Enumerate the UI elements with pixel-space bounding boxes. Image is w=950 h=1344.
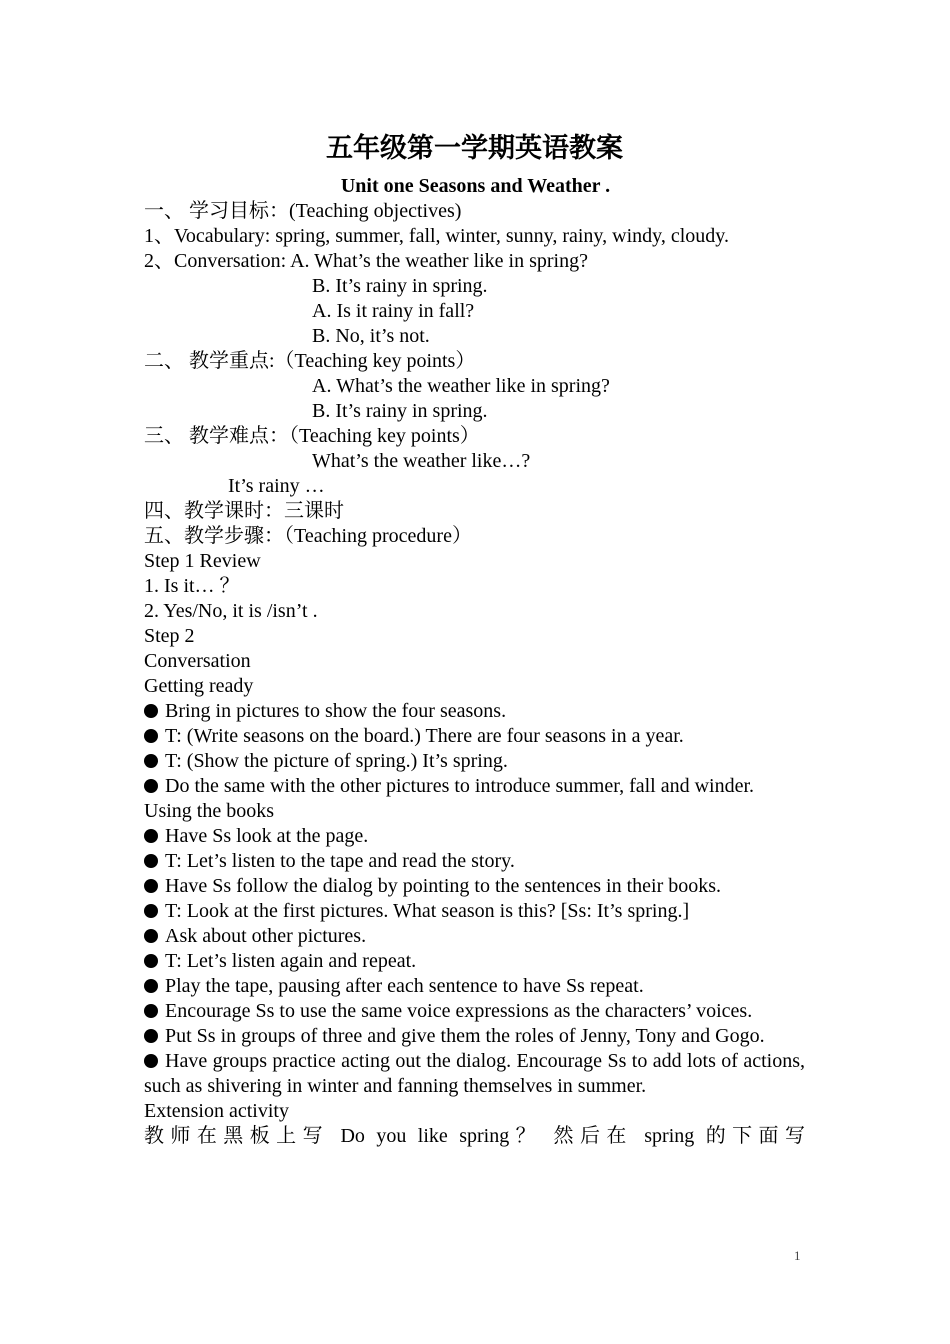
list-item: T: Let’s listen to the tape and read the story.: [144, 849, 805, 874]
review-line: 2. Yes/No, it is /isn’t .: [144, 600, 318, 622]
list-item: Have Ss follow the dialog by pointing to the sentences in their books.: [144, 874, 805, 899]
list-item: Put Ss in groups of three and give them the roles of Jenny, Tony and Gogo.: [144, 1024, 805, 1049]
bullet-icon: [144, 1054, 158, 1068]
bullet-icon: [144, 929, 158, 943]
key-point-line: B. It’s rainy in spring.: [312, 400, 488, 422]
list-item: Bring in pictures to show the four seasons.: [144, 699, 805, 724]
unit-subtitle: Unit one Seasons and Weather .: [340, 175, 611, 197]
list-item: Have Ss look at the page.: [144, 824, 805, 849]
bullet-icon: [144, 1004, 158, 1018]
objectives-heading: 一、 学习目标：(Teaching objectives): [144, 200, 462, 222]
key-point-line: A. What’s the weather like in spring?: [312, 375, 610, 397]
extension-subheading: Extension activity: [144, 1100, 289, 1122]
bullet-icon: [144, 1029, 158, 1043]
bullet-icon: [144, 879, 158, 893]
list-item: Do the same with the other pictures to introduce summer, fall and winder.: [144, 774, 805, 799]
conversation-reply: B. No, it’s not.: [312, 325, 430, 347]
page-title: 五年级第一学期英语教案: [326, 133, 623, 163]
step2-heading: Step 2: [144, 625, 195, 647]
bullet-icon: [144, 904, 158, 918]
key-points-heading: 二、 教学重点:（Teaching key points）: [144, 350, 476, 372]
conversation-reply: B. It’s rainy in spring.: [312, 275, 488, 297]
bullet-icon: [144, 854, 158, 868]
difficult-point-line: It’s rainy …: [228, 475, 325, 497]
vocabulary-line: 1、Vocabulary: spring, summer, fall, winter, sunny, rainy, windy, cloudy.: [144, 225, 729, 247]
conversation-subheading: Conversation: [144, 650, 251, 672]
list-item: T: (Write seasons on the board.) There are four seasons in a year.: [144, 724, 805, 749]
bullet-icon: [144, 954, 158, 968]
list-item: T: Look at the first pictures. What season is this? [Ss: It’s spring.]: [144, 899, 805, 924]
page-number: 1: [794, 1248, 801, 1263]
difficult-point-line: What’s the weather like…?: [312, 450, 531, 472]
list-item: T: (Show the picture of spring.) It’s spring.: [144, 749, 805, 774]
extension-text: 教师在黑板上写 Do you like spring？ 然后在 spring 的下面写: [144, 1125, 805, 1147]
list-item: Have groups practice acting out the dialog. Encourage Ss to add lots of actions, such as shivering in winter and fanning themselves in summer.: [144, 1050, 805, 1097]
bullet-icon: [144, 729, 158, 743]
conversation-line: 2、Conversation: A. What’s the weather like in spring?: [144, 250, 588, 272]
bullet-icon: [144, 704, 158, 718]
bullet-icon: [144, 979, 158, 993]
bullet-icon: [144, 754, 158, 768]
difficult-points-heading: 三、 教学难点：（Teaching key points）: [144, 425, 480, 447]
conversation-question: A. Is it rainy in fall?: [312, 300, 475, 322]
procedure-heading: 五、教学步骤：（Teaching procedure）: [144, 525, 472, 547]
bullet-icon: [144, 829, 158, 843]
step1-heading: Step 1 Review: [144, 550, 261, 572]
list-item: Encourage Ss to use the same voice expressions as the characters’ voices.: [144, 999, 805, 1024]
getting-ready-subheading: Getting ready: [144, 675, 254, 697]
bullet-icon: [144, 779, 158, 793]
lesson-plan-body: [144, 130, 805, 1149]
review-line: 1. Is it… ？: [144, 575, 240, 597]
list-item: Ask about other pictures.: [144, 924, 805, 949]
list-item: T: Let’s listen again and repeat.: [144, 949, 805, 974]
list-item: Play the tape, pausing after each sentence to have Ss repeat.: [144, 974, 805, 999]
periods-line: 四、教学课时：三课时: [144, 500, 344, 522]
using-books-subheading: Using the books: [144, 800, 274, 822]
